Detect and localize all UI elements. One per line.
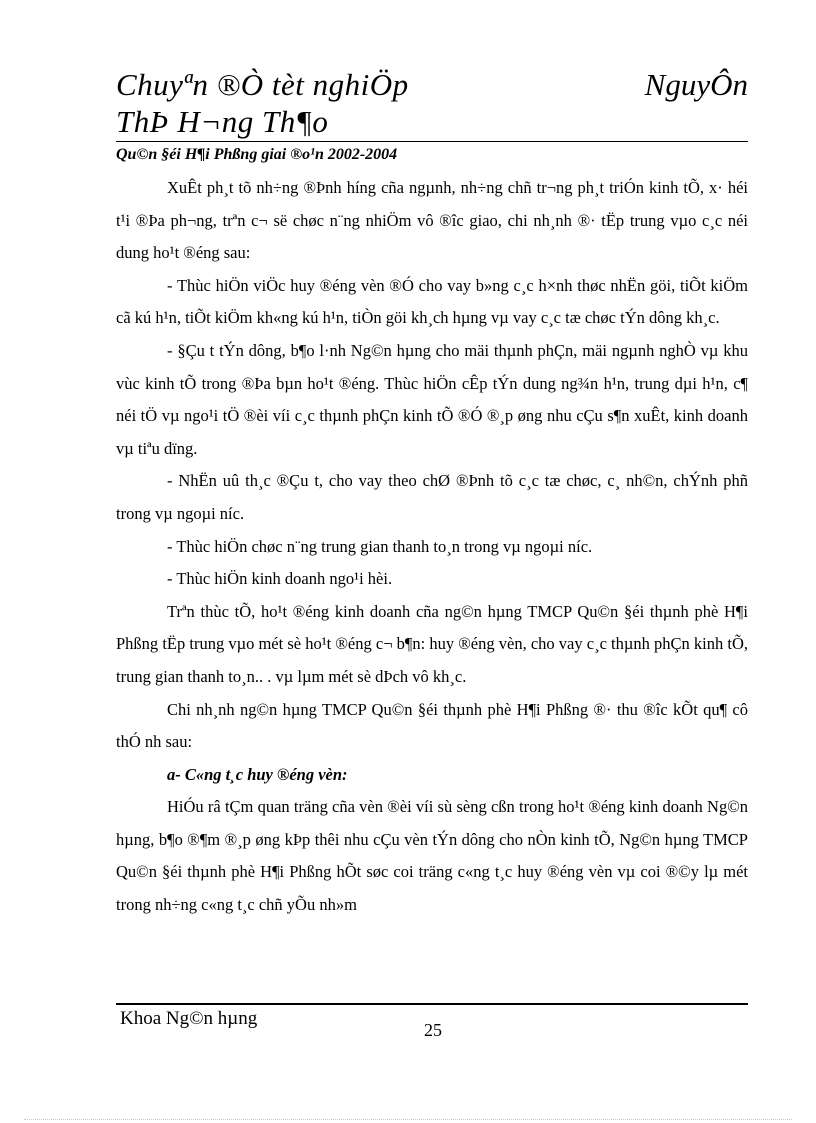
footer-divider	[116, 1003, 748, 1005]
paragraph-bullet-1: - Thùc hiÖn viÖc huy ®éng vèn ®Ó cho vay b»ng c¸c h×nh thøc nhËn göi, tiÕt kiÖm cã kú h¹n, tiÕt kiÖm kh«ng kú h¹n, tiÒn göi kh¸ch hµng vµ vay c¸c tæ chøc tÝn dông kh¸c.	[116, 275, 748, 328]
paragraph-summary: Trªn thùc tÕ, ho¹t ®éng kinh doanh cña ng©n hµng TMCP Qu©n §éi thµnh phè H¶i Phßng tËp trung vµo mét sè ho¹t ®éng c¬ b¶n: huy ®éng vèn, cho vay c¸c thµnh phÇn kinh tÕ, trung gian thanh to¸n.. . vµ lµm mét sè dÞch vô kh¸c.	[116, 601, 748, 686]
section-heading: Qu©n §éi H¶i Phßng giai ®o¹n 2002-2004	[116, 146, 398, 163]
paragraph-bullet-5: - Thùc hiÖn kinh doanh ngo¹i hèi.	[167, 569, 393, 589]
header-title-line2: ThÞ H¬ng Th¶o	[116, 104, 329, 139]
page-edge-divider	[24, 1119, 792, 1120]
paragraph-bullet-2: - §Çu t tÝn dông, b¶o l·nh Ng©n hµng cho mäi thµnh phÇn, mäi ngµnh nghÒ vµ khu vùc kinh tÕ trong ®Þa bµn ho¹t ®éng. Thùc hiÖn cÊp tÝn dung ng¾n h¹n, trung dµi h¹n, c¶ néi tÖ vµ ngo¹i tÖ ®èi víi c¸c thµnh phÇn kinh tÕ ®Ó ®¸p øng nhu cÇu s¶n xuÊt, kinh doanh vµ tiªu dïng.	[116, 340, 748, 458]
header-author: NguyÔn	[644, 67, 748, 102]
paragraph-intro: XuÊt ph¸t tõ nh÷ng ®Þnh híng cña ngµnh, nh÷ng chñ tr¬ng ph¸t triÓn kinh tÕ, x· héi t¹i ®Þa ph¬ng, trªn c¬ së chøc n¨ng nhiÖm vô ®îc giao, chi nh¸nh ®· tËp trung vµo c¸c néi dung ho¹t ®éng sau:	[116, 178, 748, 263]
paragraph-results-intro: Chi nh¸nh ng©n hµng TMCP Qu©n §éi thµnh phè H¶i Phßng ®· thu ®îc kÕt qu¶ cô thÓ nh sau:	[116, 699, 748, 752]
subsection-heading: a- C«ng t¸c huy ®éng vèn:	[167, 764, 348, 784]
page-number: 25	[424, 1020, 442, 1040]
paragraph-bullet-3: - NhËn uû th¸c ®Çu t, cho vay theo chØ ®Þnh tõ c¸c tæ chøc, c¸ nh©n, chÝnh phñ trong vµ ngoµi níc.	[116, 471, 748, 523]
header-title-line1: Chuyªn ®Ò tèt nghiÖp	[116, 67, 409, 102]
header-divider	[116, 141, 748, 142]
body-text	[116, 172, 748, 922]
header-title	[116, 66, 409, 140]
paragraph-capital: HiÓu râ tÇm quan träng cña vèn ®èi víi sù sèng cßn trong ho¹t ®éng kinh doanh Ng©n hµng, b¶o ®¶m ®¸p øng kÞp thêi nhu cÇu vèn tÝn dông cho nÒn kinh tÕ, Ng©n hµng TMCP Qu©n §éi thµnh phè H¶i Phßng hÕt søc coi träng c«ng t¸c huy ®éng vèn vµ coi ®©y lµ mét trong nh÷ng c«ng t¸c chñ yÕu nh»m	[116, 797, 748, 915]
paragraph-bullet-4: - Thùc hiÖn chøc n¨ng trung gian thanh to¸n trong vµ ngoµi níc.	[167, 536, 593, 556]
footer-department: Khoa Ng©n hµng	[120, 1008, 258, 1029]
